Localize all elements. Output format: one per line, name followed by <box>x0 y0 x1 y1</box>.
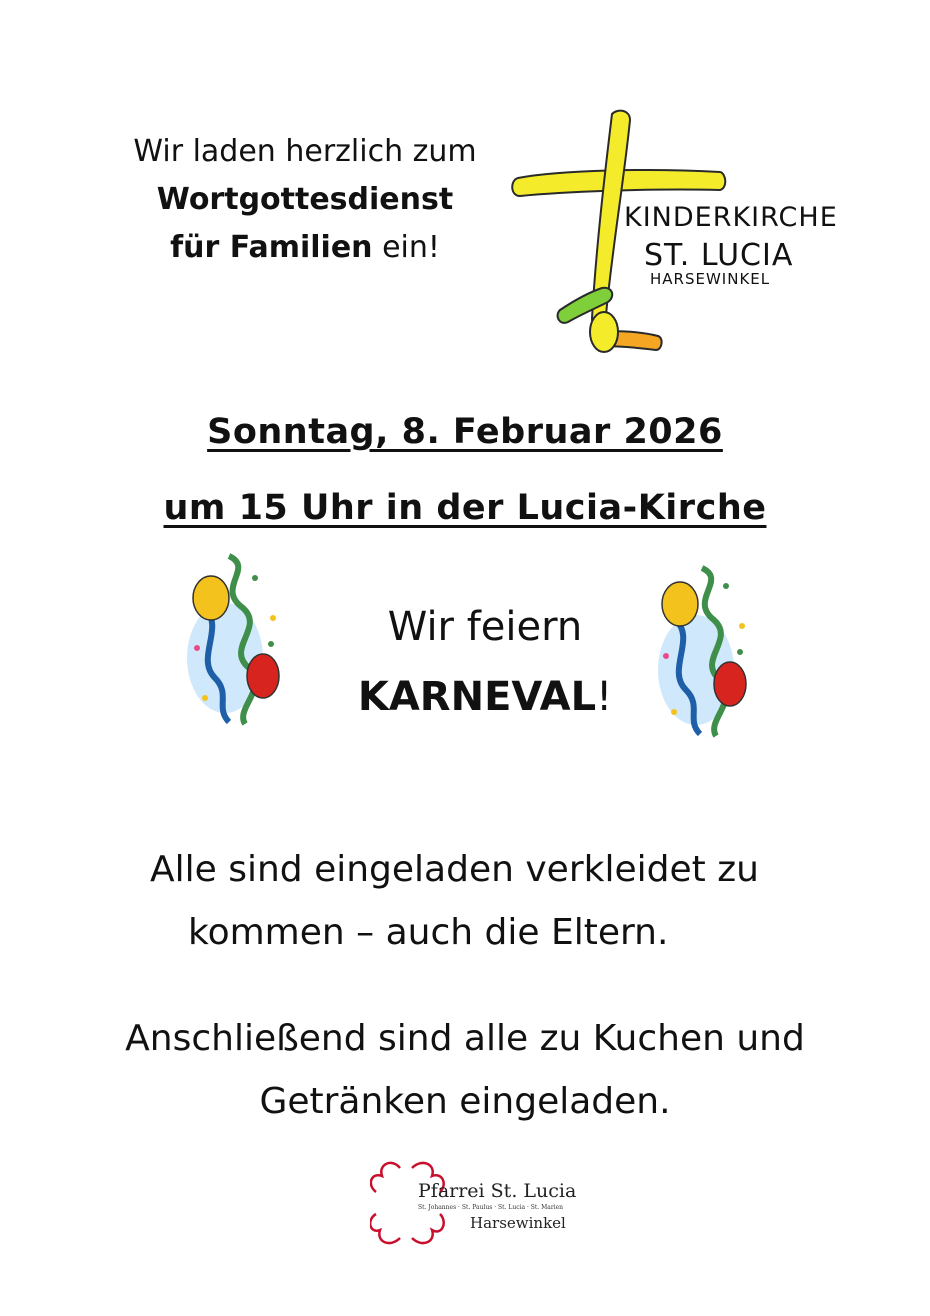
karneval-line-1: Wir feiern <box>387 604 583 650</box>
parish-quatrefoil-logo-icon <box>370 1158 570 1248</box>
logo-text-line-1: KINDERKIRCHE <box>624 202 838 233</box>
event-time-place-text: um 15 Uhr in der Lucia-Kirche <box>163 488 767 528</box>
balloons-streamers-icon <box>185 548 285 728</box>
event-date <box>0 412 930 452</box>
costume-invitation-line-2: kommen – auch die Eltern. <box>188 912 669 953</box>
costume-invitation-line-1: Alle sind eingeladen verkleidet zu <box>150 849 759 890</box>
refreshments-note-line-2: Getränken eingeladen. <box>259 1081 671 1122</box>
parish-subtitle: St. Johannes · St. Paulus · St. Lucia · St. Marien <box>418 1204 564 1211</box>
refreshments-note-line-1: Anschließend sind alle zu Kuchen und <box>125 1018 805 1059</box>
event-time-place <box>0 488 930 528</box>
parish-town: Harsewinkel <box>470 1214 566 1232</box>
invitation-line-1: Wir laden herzlich zum <box>133 134 477 169</box>
balloons-streamers-icon <box>652 560 752 740</box>
logo-text-line-2: ST. LUCIA <box>644 238 794 273</box>
karneval-exclamation: ! <box>596 674 613 720</box>
costume-invitation <box>100 838 840 964</box>
invitation-line-3-bold: für Familien <box>170 230 373 265</box>
parish-name: Pfarrei St. Lucia <box>418 1180 577 1202</box>
refreshments-note <box>80 1007 850 1133</box>
invitation-line-2: Wortgottesdienst <box>156 182 454 217</box>
invitation-line-3-rest: ein! <box>372 230 440 265</box>
logo-text-line-3: HARSEWINKEL <box>650 270 771 288</box>
invitation-line-3 <box>100 224 510 272</box>
event-date-text: Sonntag, 8. Februar 2026 <box>207 412 723 452</box>
karneval-text <box>330 592 640 732</box>
karneval-word: KARNEVAL <box>357 674 597 720</box>
kinderkirche-logo <box>500 100 880 370</box>
invitation-text <box>100 128 510 272</box>
karneval-line-2 <box>330 662 640 732</box>
